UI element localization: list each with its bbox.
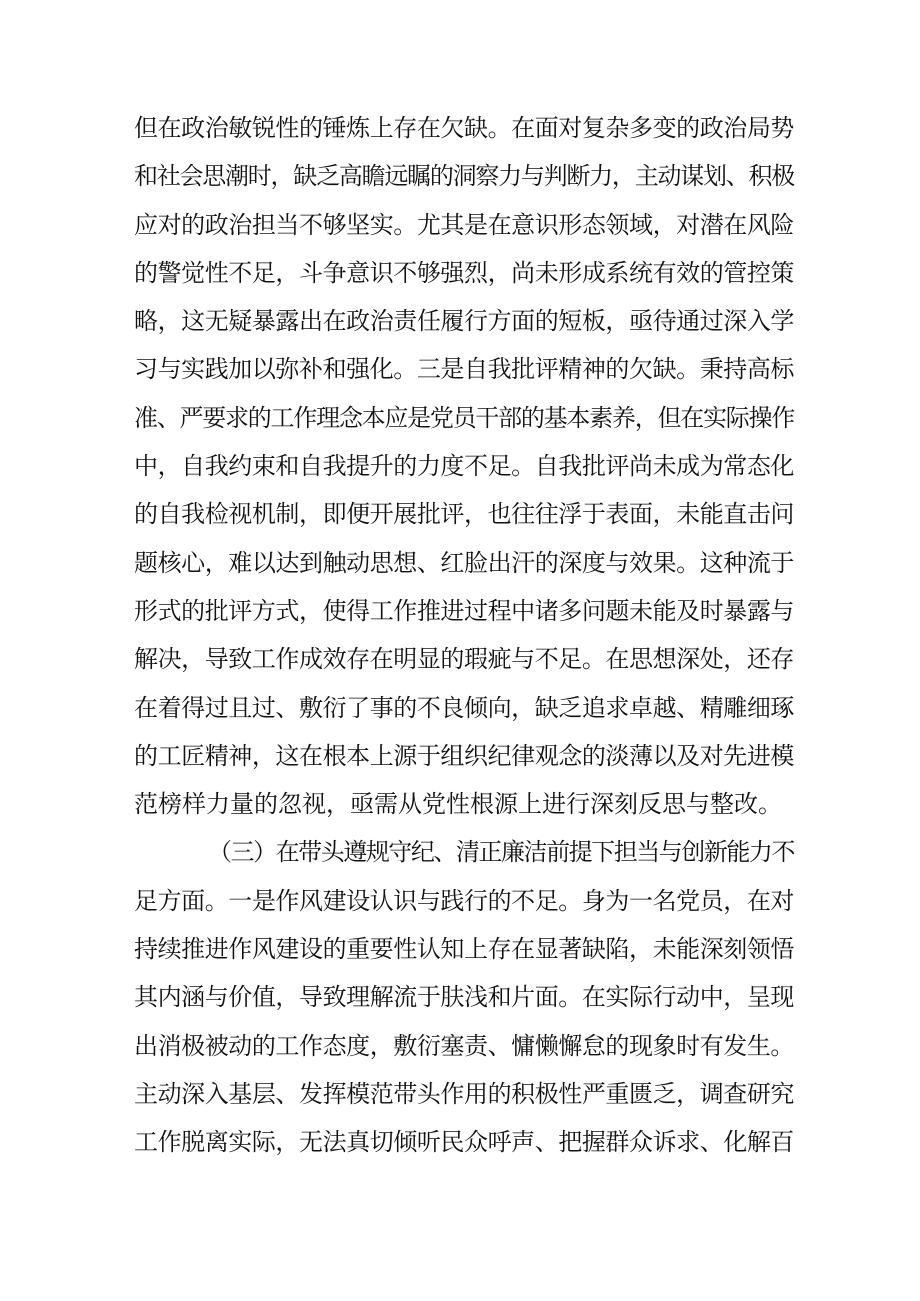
text-line-14: 的工匠精神，这在根本上源于组织纪律观念的淡薄以及对先进模: [134, 741, 794, 770]
text-line-12: 解决，导致工作成效存在明显的瑕疵与不足。在思想深处，还存: [134, 645, 794, 674]
text-line-19: 其内涵与价值，导致理解流于肤浅和片面。在实际行动中，呈现: [134, 983, 794, 1012]
text-line-11: 形式的批评方式，使得工作推进过程中诸多问题未能及时暴露与: [134, 596, 794, 625]
text-line-3: 应对的政治担当不够坚实。尤其是在意识形态领域，对潜在风险: [134, 210, 794, 239]
text-line-15: 范榜样力量的忽视，亟需从党性根源上进行深刻反思与整改。: [134, 790, 782, 819]
text-line-10: 题核心，难以达到触动思想、红脸出汗的深度与效果。这种流于: [134, 548, 794, 577]
text-line-8: 中，自我约束和自我提升的力度不足。自我批评尚未成为常态化: [134, 452, 794, 481]
text-line-20: 出消极被动的工作态度，敷衍塞责、慵懒懈怠的现象时有发生。: [134, 1031, 794, 1060]
text-line-21: 主动深入基层、发挥模范带头作用的积极性严重匮乏，调查研究: [134, 1079, 794, 1108]
text-line-2: 和社会思潮时，缺乏高瞻远瞩的洞察力与判断力，主动谋划、积极: [134, 162, 794, 191]
text-line-13: 在着得过且过、敷衍了事的不良倾向，缺乏追求卓越、精雕细琢: [134, 693, 794, 722]
text-line-4: 的警觉性不足，斗争意识不够强烈，尚未形成系统有效的管控策: [134, 258, 794, 287]
text-line-9: 的自我检视机制，即便开展批评，也往往浮于表面，未能直击问: [134, 500, 794, 529]
text-line-18: 持续推进作风建设的重要性认知上存在显著缺陷，未能深刻领悟: [134, 935, 794, 964]
text-line-22: 工作脱离实际，无法真切倾听民众呼声、把握群众诉求、化解百: [134, 1128, 794, 1157]
text-line-17: 足方面。一是作风建设认识与践行的不足。身为一名党员，在对: [134, 886, 794, 915]
text-line-1: 但在政治敏锐性的锤炼上存在欠缺。在面对复杂多变的政治局势: [134, 114, 794, 142]
section-heading-line: （三）在带头遵规守纪、清正廉洁前提下担当与创新能力不: [208, 838, 794, 867]
text-line-7: 准、严要求的工作理念本应是党员干部的基本素养，但在实际操作: [134, 403, 794, 432]
text-line-5: 略，这无疑暴露出在政治责任履行方面的短板，亟待通过深入学: [134, 307, 794, 336]
document-body: [134, 104, 794, 1167]
text-line-6: 习与实践加以弥补和强化。三是自我批评精神的欠缺。秉持高标: [134, 355, 794, 384]
